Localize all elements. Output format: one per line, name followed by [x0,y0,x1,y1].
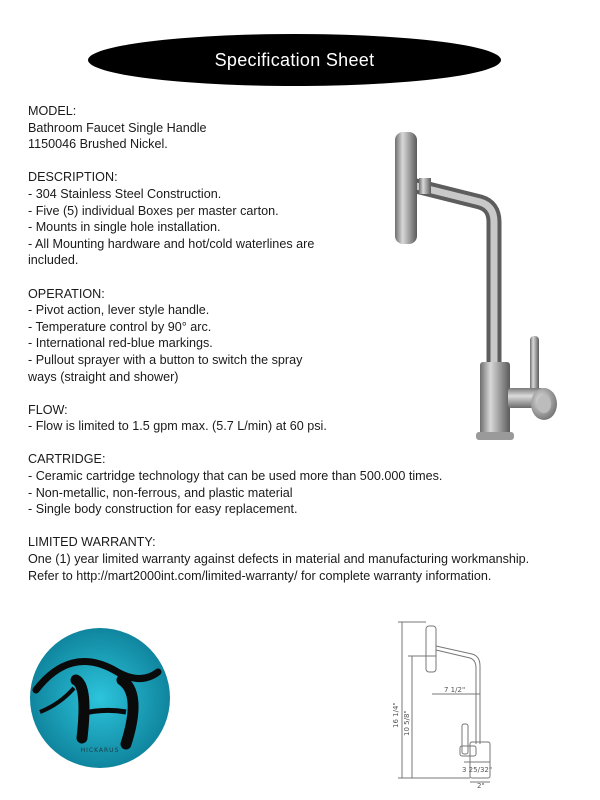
dimension-handle: 3 25/32" [462,766,493,774]
section-line: - Single body construction for easy replacement. [28,502,298,517]
brand-logo [30,628,170,768]
section-cartridge [28,451,573,517]
dimension-base: 2" [477,782,485,788]
section-line: - Non-metallic, non-ferrous, and plastic material [28,485,293,500]
section-line: One (1) year limited warranty against defects in material and manufacturing workmanship. [28,552,530,567]
dimension-drawing [388,612,508,788]
section-line: - Pivot action, lever style handle. [28,303,210,318]
page-title-banner [88,34,501,86]
section-line: - International red-blue markings. [28,336,213,351]
section-line: - Pullout sprayer with a button to switch the spray ways (straight and shower) [28,352,303,384]
section-line: - Five (5) individual Boxes per master carton. [28,203,279,218]
section-heading: MODEL: [28,104,77,118]
section-line: Refer to http://mart2000int.com/limited-warranty/ for complete warranty information. [28,568,492,583]
dimension-reach: 7 1/2" [444,686,466,694]
section-line: - Mounts in single hole installation. [28,220,221,235]
section-warranty [28,534,573,584]
section-line: - 304 Stainless Steel Construction. [28,186,222,201]
logo-text: HICKARUS [80,747,120,754]
section-line: - All Mounting hardware and hot/cold waterlines are included. [28,236,315,268]
section-heading: CARTRIDGE: [28,452,106,467]
page-title: Specification Sheet [214,49,375,70]
section-line: - Ceramic cartridge technology that can be used more than 500.000 times. [28,469,443,484]
section-line: - Flow is limited to 1.5 gpm max. (5.7 L/min) at 60 psi. [28,419,327,434]
section-line: 1150046 Brushed Nickel. [28,137,168,152]
section-line: - Temperature control by 90° arc. [28,319,212,334]
dimension-overall-height: 16 1/4" [392,702,400,728]
section-heading: OPERATION: [28,286,105,301]
section-heading: LIMITED WARRANTY: [28,535,156,550]
section-heading: FLOW: [28,402,68,417]
section-heading: DESCRIPTION: [28,170,118,185]
dimension-spout-height: 10 5/8" [403,710,411,736]
faucet-product-image [372,126,562,446]
section-line: Bathroom Faucet Single Handle [28,120,207,135]
